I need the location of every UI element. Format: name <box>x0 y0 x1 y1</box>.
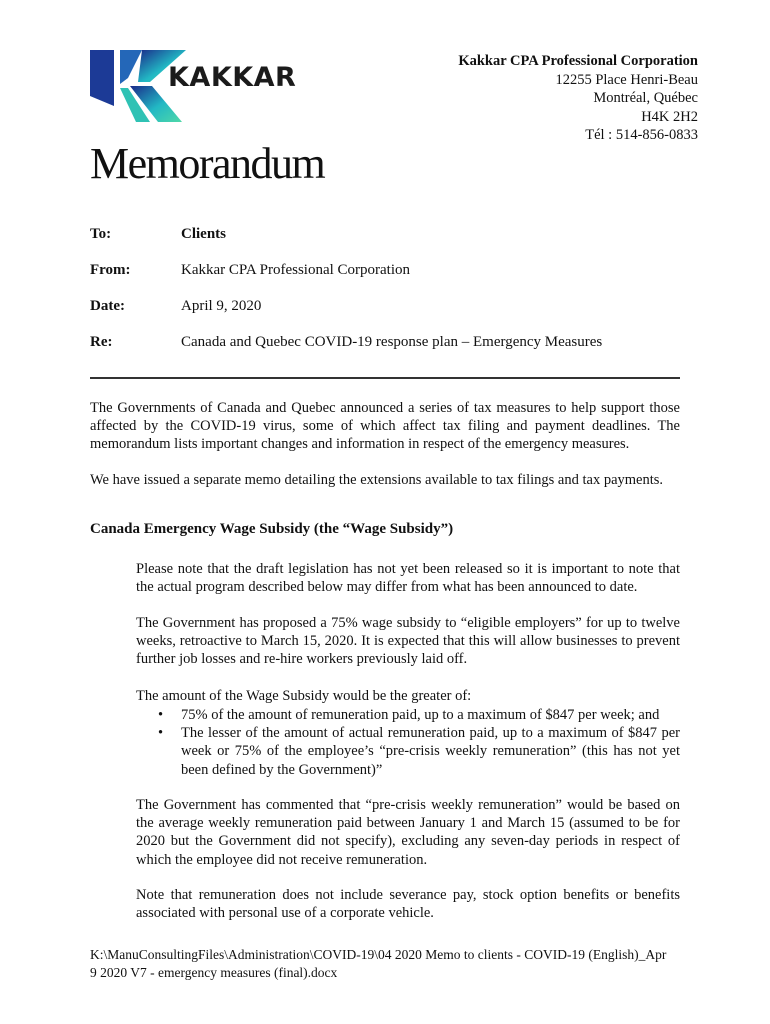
memo-title: Memorandum <box>90 139 325 188</box>
company-address <box>458 52 698 145</box>
phone-number: Tél : 514-856-0833 <box>585 127 698 143</box>
to-value: Clients <box>181 226 226 242</box>
date-value: April 9, 2020 <box>181 298 262 314</box>
bullet-text: 75% of the amount of remuneration paid, up to a maximum of $847 per week; and <box>181 707 660 723</box>
from-label: From: <box>90 262 131 278</box>
intro-paragraph: The Governments of Canada and Quebec announced a series of tax measures to help support those affected by the COVID-19 virus, some of which affect tax filing and payment deadlines. The memorandum lists important changes and information in respect of the emergency measures. <box>90 400 680 453</box>
city-province: Montréal, Québec <box>593 90 698 106</box>
bullet-text: The lesser of the amount of actual remuneration paid, up to a maximum of $847 per week or 75% of the employee’s “pre-crisis weekly remuneration” (this has not yet been defined by the Government)” <box>181 725 680 778</box>
to-label: To: <box>90 226 112 242</box>
wage-subsidy-paragraph: The Government has proposed a 75% wage subsidy to “eligible employers” for up to twelve weeks, retroactive to March 15, 2020. It is expected that this will allow businesses to prevent further job losses and re-hire workers previously laid off. <box>136 615 680 668</box>
logo-wordmark: KAKKAR <box>168 62 297 93</box>
bullet-icon: • <box>158 725 164 742</box>
re-label: Re: <box>90 334 113 350</box>
section-heading: Canada Emergency Wage Subsidy (the “Wage Subsidy”) <box>90 521 454 537</box>
list-item <box>136 706 680 724</box>
file-path-footer <box>90 946 690 982</box>
subsidy-calculation-list <box>136 706 680 779</box>
draft-legislation-paragraph: Please note that the draft legislation has not yet been released so it is important to note that the actual program described below may differ from what has been announced to date. <box>136 561 680 596</box>
footer-line-2: 9 2020 V7 - emergency measures (final).docx <box>90 965 338 980</box>
greater-of-paragraph: The amount of the Wage Subsidy would be the greater of: <box>136 688 472 704</box>
company-name: Kakkar CPA Professional Corporation <box>458 53 698 69</box>
remuneration-note-paragraph: Note that remuneration does not include severance pay, stock option benefits or benefits associated with personal use of a corporate vehicle. <box>136 887 680 922</box>
postal-code: H4K 2H2 <box>641 108 698 125</box>
list-item <box>136 724 680 779</box>
street-address: 12255 Place Henri-Beau <box>555 71 698 88</box>
from-value: Kakkar CPA Professional Corporation <box>181 262 411 278</box>
separate-memo-paragraph: We have issued a separate memo detailing the extensions available to tax filings and tax payments. <box>90 472 664 488</box>
bullet-icon: • <box>158 707 164 723</box>
pre-crisis-paragraph: The Government has commented that “pre-crisis weekly remuneration” would be based on the average weekly remuneration paid between January 1 and March 15 (assumed to be for 2020 but the Government did not specify), excluding any seven-day periods in respect of which the employee did not receive remuneration. <box>136 797 680 868</box>
re-value: Canada and Quebec COVID-19 response plan – Emergency Measures <box>181 334 603 350</box>
footer-line-1: K:\ManuConsultingFiles\Administration\COVID-19\04 2020 Memo to clients - COVID-19 (English)_Apr <box>90 947 667 962</box>
date-label: Date: <box>90 298 125 314</box>
header-divider <box>90 377 680 379</box>
